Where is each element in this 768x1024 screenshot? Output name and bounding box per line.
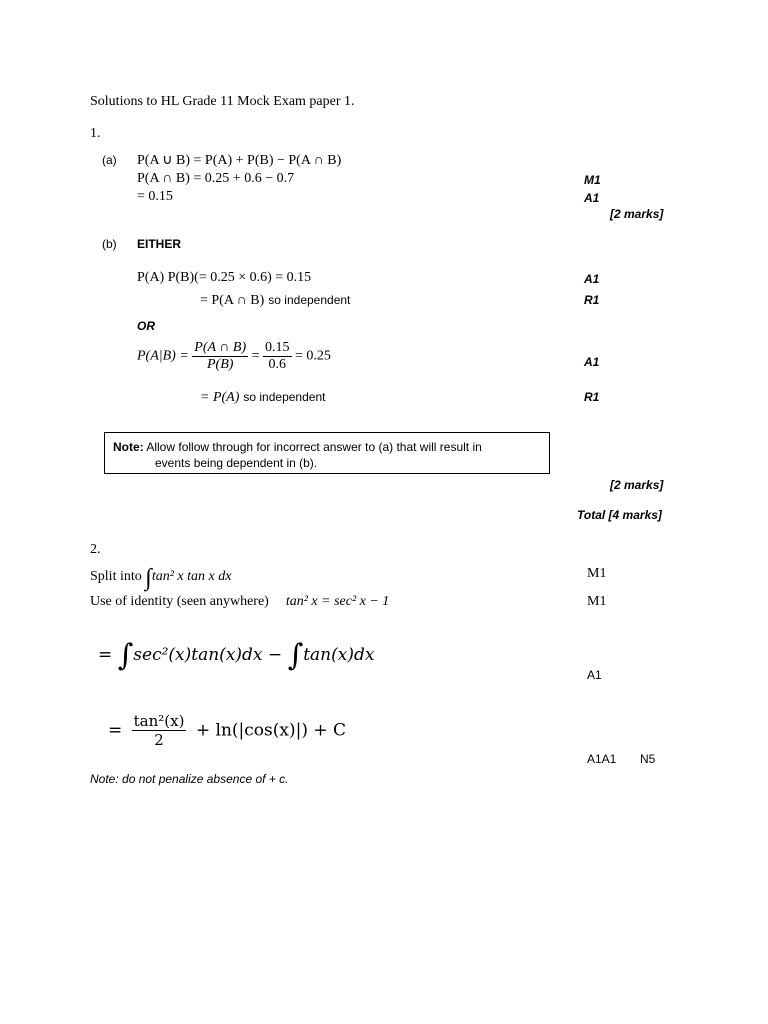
integral-sign: ∫: [145, 565, 152, 591]
either-line1: P(A) P(B)(= 0.25 × 0.6) = 0.15: [137, 270, 312, 285]
part-b-total: [2 marks]: [610, 478, 664, 492]
integral-sign: ∫: [287, 638, 304, 673]
step2-expression: [108, 712, 346, 749]
either-heading: EITHER: [137, 237, 182, 251]
part-a-mark-a1: A1: [584, 191, 600, 205]
or-fraction-1-numerator: P(A ∩ B): [194, 340, 247, 355]
or-line2: [200, 388, 325, 406]
or-fraction-1-denominator: P(B): [206, 357, 234, 372]
either-line2-text: so independent: [268, 293, 351, 307]
part-a-line2: P(A ∩ B) = 0.25 + 0.6 − 0.7: [137, 171, 295, 186]
or-fraction-1: [192, 340, 248, 373]
either-mark-r1: R1: [584, 293, 600, 307]
identity-expression: tan² x = sec² x − 1: [285, 594, 390, 609]
part-a-label: (a): [102, 153, 117, 167]
or-fraction-2-denominator: 0.6: [268, 357, 287, 372]
step1-equals: =: [98, 645, 113, 665]
step1-expression: [98, 638, 374, 673]
or-fraction-2: [263, 340, 292, 373]
identity-label: Use of identity (seen anywhere): [90, 594, 269, 609]
either-mark-a1: A1: [584, 272, 600, 286]
question-1-number: 1.: [90, 126, 101, 141]
or-result: = 0.25: [295, 348, 331, 364]
note-text-2: events being dependent in (b).: [155, 456, 318, 470]
or-mark-a1: A1: [584, 355, 600, 369]
split-mark: M1: [587, 566, 607, 581]
part-a-line3: = 0.15: [137, 189, 173, 204]
page-title: Solutions to HL Grade 11 Mock Exam paper 1.: [90, 94, 355, 109]
or-lhs: P(A|B) =: [137, 348, 189, 364]
or-fraction-2-numerator: 0.15: [265, 340, 290, 355]
or-line2-math: = P(A): [200, 390, 240, 405]
split-line: [90, 565, 231, 592]
step2-equals: =: [108, 720, 123, 741]
split-label: Split into: [90, 569, 142, 584]
identity-line: [90, 594, 389, 610]
either-line2-math: = P(A ∩ B): [200, 293, 265, 308]
either-line2: [200, 291, 350, 309]
step2-numerator: tan²(x): [133, 712, 185, 730]
question-2-number: 2.: [90, 542, 101, 557]
question-1-total: Total [4 marks]: [577, 508, 662, 522]
step2-mark: A1A1: [587, 752, 617, 766]
or-heading: OR: [137, 319, 155, 333]
identity-mark: M1: [587, 594, 607, 609]
split-expression: tan² x tan x dx: [151, 569, 232, 584]
step1-integrand-1: sec²(x)tan(x)dx: [133, 645, 263, 665]
part-b-label: (b): [102, 237, 117, 251]
or-equals: =: [251, 348, 260, 364]
note-line-1: [113, 439, 541, 455]
step1-mark: A1: [587, 668, 602, 682]
integral-sign: ∫: [117, 638, 134, 673]
marking-note-box: [104, 432, 550, 474]
step2-rest: + ln(|cos(x)|) + C: [195, 720, 347, 741]
part-a-total: [2 marks]: [610, 207, 664, 221]
or-equation: [137, 340, 331, 373]
step2-n-mark: N5: [640, 752, 656, 766]
part-a-line1: P(A ∪ B) = P(A) + P(B) − P(A ∩ B): [137, 153, 342, 168]
step1-integrand-2: tan(x)dx: [303, 645, 375, 665]
note-text-1: Allow follow through for incorrect answer to (a) that will result in: [146, 440, 482, 454]
step2-fraction: [132, 712, 187, 749]
or-line2-text: so independent: [243, 390, 326, 404]
step1-minus: −: [267, 645, 283, 665]
step2-denominator: 2: [154, 731, 164, 749]
part-a-mark-m1: M1: [584, 173, 601, 187]
or-mark-r1: R1: [584, 390, 600, 404]
note-label: Note:: [113, 440, 144, 454]
question-2-note: Note: do not penalize absence of + c.: [90, 772, 289, 786]
